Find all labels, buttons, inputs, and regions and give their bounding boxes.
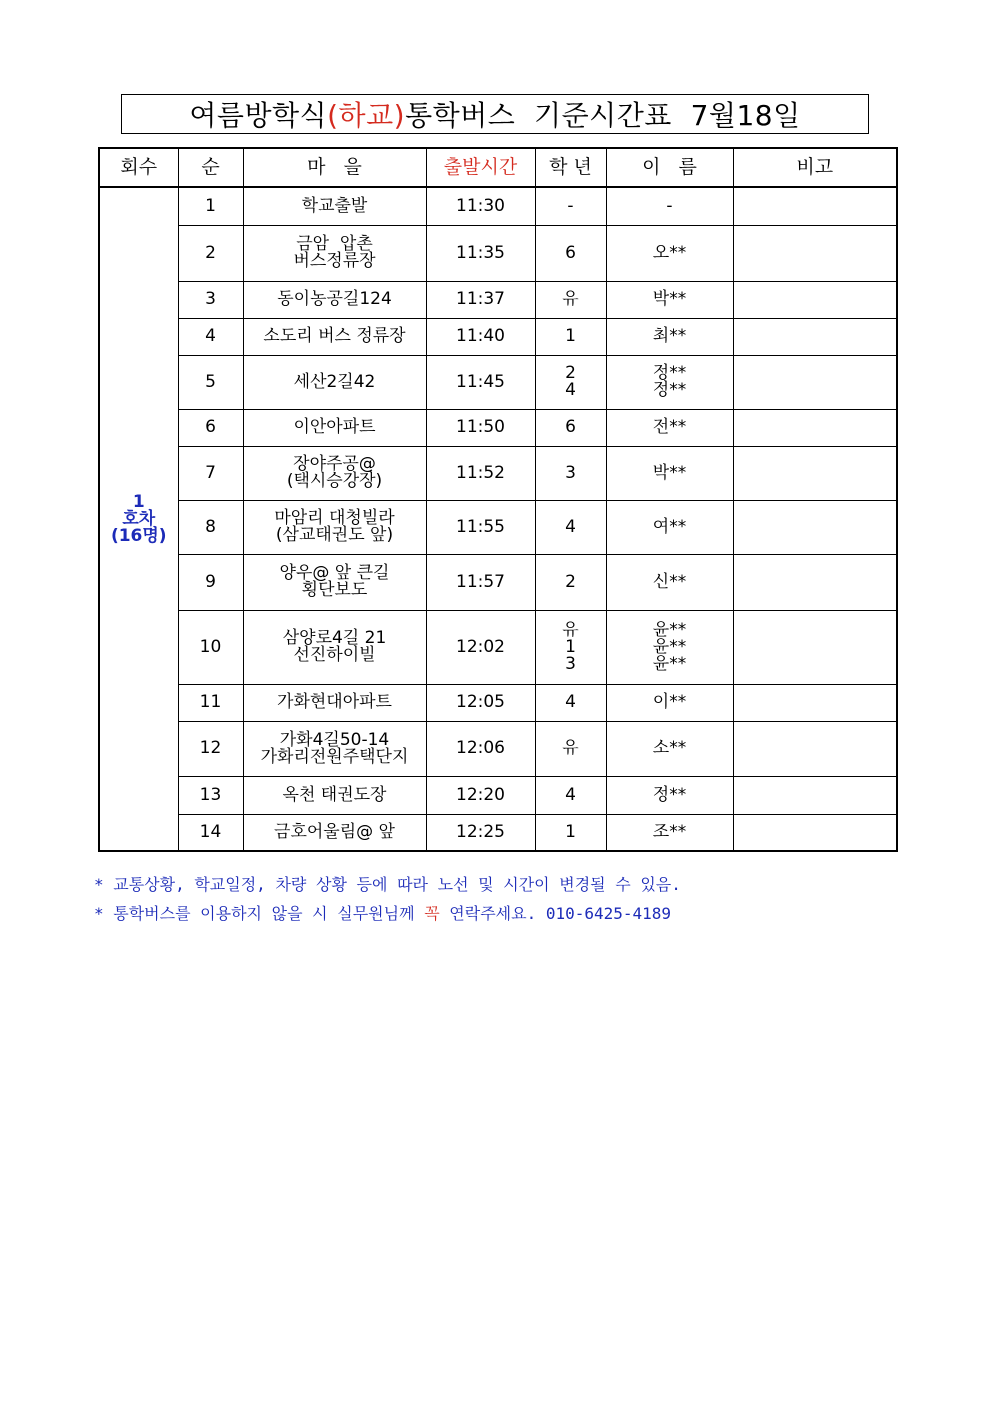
cell-grade-line: 2 [565,363,576,383]
cell-name [606,281,733,318]
cell-note [733,554,897,610]
cell-grade [535,187,606,225]
header-row [99,148,897,187]
note-line-2 [94,899,681,928]
cell-order: 13 [178,776,243,814]
cell-grade [535,446,606,500]
cell-name-line: 박** [652,289,687,309]
cell-grade [535,500,606,554]
cell-name-line: 전** [652,417,687,437]
table-row [99,610,897,684]
cell-grade-line: 6 [565,417,576,437]
cell-place [243,721,426,776]
group-label-line1: 1 [132,491,145,512]
table-row [99,684,897,721]
title-suffix: 통학버스 기준시간표 7월18일 [405,99,801,132]
cell-place [243,684,426,721]
header-departure: 출발시간 [426,148,535,187]
cell-grade-line: 유 [562,619,579,640]
cell-grade-line: 1 [565,636,576,657]
table-row [99,281,897,318]
group-label [99,187,178,851]
cell-place-line: 양우@ 앞 큰길 [279,563,390,583]
cell-note [733,500,897,554]
bus-schedule-table [98,147,898,852]
cell-place [243,446,426,500]
cell-name [606,446,733,500]
cell-order: 6 [178,409,243,446]
cell-place-line: 옥천 태권도장 [282,784,387,805]
cell-name [606,554,733,610]
cell-name-line: 조** [652,821,687,842]
cell-place-line: 이안아파트 [293,417,376,437]
cell-time: 11:35 [426,225,535,281]
cell-place-line: 가화리전원주택단지 [260,746,409,767]
cell-note [733,318,897,355]
cell-note [733,721,897,776]
note-line-1: * 교통상황, 학교일정, 차량 상황 등에 따라 노선 및 시간이 변경될 수 있음. [94,875,681,894]
cell-note [733,225,897,281]
cell-grade [535,355,606,409]
table-row [99,355,897,409]
table-row [99,446,897,500]
cell-time: 11:57 [426,554,535,610]
cell-grade-line: 3 [565,462,576,483]
header-order: 순 [178,148,243,187]
cell-place [243,554,426,610]
cell-time: 11:30 [426,187,535,225]
cell-note [733,187,897,225]
title-highlight: (하교) [327,99,406,132]
cell-place [243,610,426,684]
note-line-2-prefix: * 통학버스를 이용하지 않을 시 실무원님께 [94,904,425,923]
cell-note [733,610,897,684]
cell-name-line: 오** [652,242,687,263]
cell-grade [535,409,606,446]
cell-grade [535,281,606,318]
cell-order: 9 [178,554,243,610]
cell-grade [535,776,606,814]
cell-grade-line: 3 [565,653,576,674]
group-label-line2: 호차 [122,508,156,529]
cell-name-line: 신** [652,571,687,592]
cell-place [243,814,426,851]
cell-place-line: (택시승강장) [286,471,383,491]
cell-name-line: 박** [652,462,687,483]
cell-grade-line: 유 [562,738,579,758]
table-row [99,318,897,355]
cell-time: 12:20 [426,776,535,814]
page-title [121,94,869,134]
cell-place-line: 학교출발 [301,195,368,216]
cell-name [606,225,733,281]
cell-name-line: 윤** [652,619,687,640]
cell-place-line: 버스정류장 [293,251,376,271]
cell-place-line: 선진하이빌 [293,645,376,665]
cell-time: 11:40 [426,318,535,355]
cell-grade-line: 2 [565,571,576,592]
cell-grade-line: 6 [565,242,576,263]
cell-grade-line: 1 [565,326,576,346]
cell-place [243,281,426,318]
cell-place-line: 금암 압촌 [296,234,373,254]
cell-place [243,225,426,281]
cell-name-line: 정** [652,784,687,805]
cell-note [733,355,897,409]
cell-order: 2 [178,225,243,281]
cell-time: 11:50 [426,409,535,446]
cell-time: 11:52 [426,446,535,500]
table-row [99,814,897,851]
cell-place-line: 가화현대아파트 [277,692,392,712]
cell-name [606,684,733,721]
cell-grade-line: - [567,195,574,216]
cell-order: 10 [178,610,243,684]
cell-time: 12:02 [426,610,535,684]
cell-place [243,409,426,446]
cell-place [243,776,426,814]
cell-place-line: 동이농공길124 [277,289,392,309]
cell-grade-line: 4 [565,784,576,805]
cell-name [606,610,733,684]
cell-name-line: 윤** [652,653,687,674]
cell-grade-line: 4 [565,692,576,712]
cell-place-line: 가화4길50-14 [279,729,390,750]
header-round: 회수 [99,148,178,187]
cell-name-line: - [666,195,673,216]
cell-order: 7 [178,446,243,500]
cell-name-line: 여** [652,516,687,537]
cell-grade [535,814,606,851]
notes [94,870,681,928]
cell-grade-line: 4 [565,516,576,537]
cell-place-line: 금호어울림@ 앞 [274,821,395,842]
header-grade: 학 년 [535,148,606,187]
table-row [99,225,897,281]
cell-name [606,814,733,851]
table-row [99,554,897,610]
cell-time: 11:45 [426,355,535,409]
cell-note [733,409,897,446]
cell-name-line: 최** [652,326,687,346]
cell-grade [535,318,606,355]
table-row [99,776,897,814]
cell-place-line: 소도리 버스 정류장 [263,326,406,346]
cell-grade [535,554,606,610]
cell-place [243,187,426,225]
header-name: 이 름 [606,148,733,187]
cell-order: 12 [178,721,243,776]
cell-name [606,500,733,554]
cell-name [606,409,733,446]
cell-name-line: 정** [652,380,687,400]
title-prefix: 여름방학식 [189,99,328,132]
cell-order: 11 [178,684,243,721]
cell-grade [535,721,606,776]
cell-note [733,776,897,814]
cell-name [606,721,733,776]
cell-name [606,187,733,225]
cell-place [243,500,426,554]
note-line-2-suffix: 연락주세요. 010-6425-4189 [439,904,672,923]
group-label-line3: (16명) [110,525,167,546]
cell-place-line: 삼양로4길 21 [282,628,387,648]
cell-name-line: 정** [652,363,687,383]
cell-place-line: 마암리 대청빌라 [274,508,395,528]
cell-time: 12:06 [426,721,535,776]
cell-name [606,318,733,355]
cell-grade [535,225,606,281]
cell-place-line: 장야주공@ [293,454,376,474]
table-row [99,500,897,554]
cell-place-line: (삼교태권도 앞) [275,525,394,545]
cell-grade [535,610,606,684]
cell-name [606,355,733,409]
cell-grade [535,684,606,721]
cell-name-line: 소** [652,738,687,758]
cell-time: 12:05 [426,684,535,721]
cell-place [243,318,426,355]
cell-note [733,684,897,721]
cell-grade-line: 4 [565,380,576,400]
cell-name-line: 이** [652,692,687,712]
cell-grade-line: 유 [562,289,579,309]
cell-place [243,355,426,409]
cell-name [606,776,733,814]
cell-time: 12:25 [426,814,535,851]
cell-order: 8 [178,500,243,554]
note-line-2-highlight: 꼭 [424,904,440,923]
cell-time: 11:37 [426,281,535,318]
table-row [99,409,897,446]
cell-name-line: 윤** [652,636,687,657]
cell-order: 4 [178,318,243,355]
cell-order: 14 [178,814,243,851]
cell-order: 1 [178,187,243,225]
table-row [99,721,897,776]
cell-order: 3 [178,281,243,318]
cell-note [733,446,897,500]
cell-place-line: 세산2길42 [293,371,376,392]
cell-place-line: 횡단보도 [301,580,368,600]
header-note: 비고 [733,148,897,187]
cell-grade-line: 1 [565,821,576,842]
cell-order: 5 [178,355,243,409]
cell-note [733,281,897,318]
table-row [99,187,897,225]
header-village: 마 을 [243,148,426,187]
cell-note [733,814,897,851]
cell-time: 11:55 [426,500,535,554]
